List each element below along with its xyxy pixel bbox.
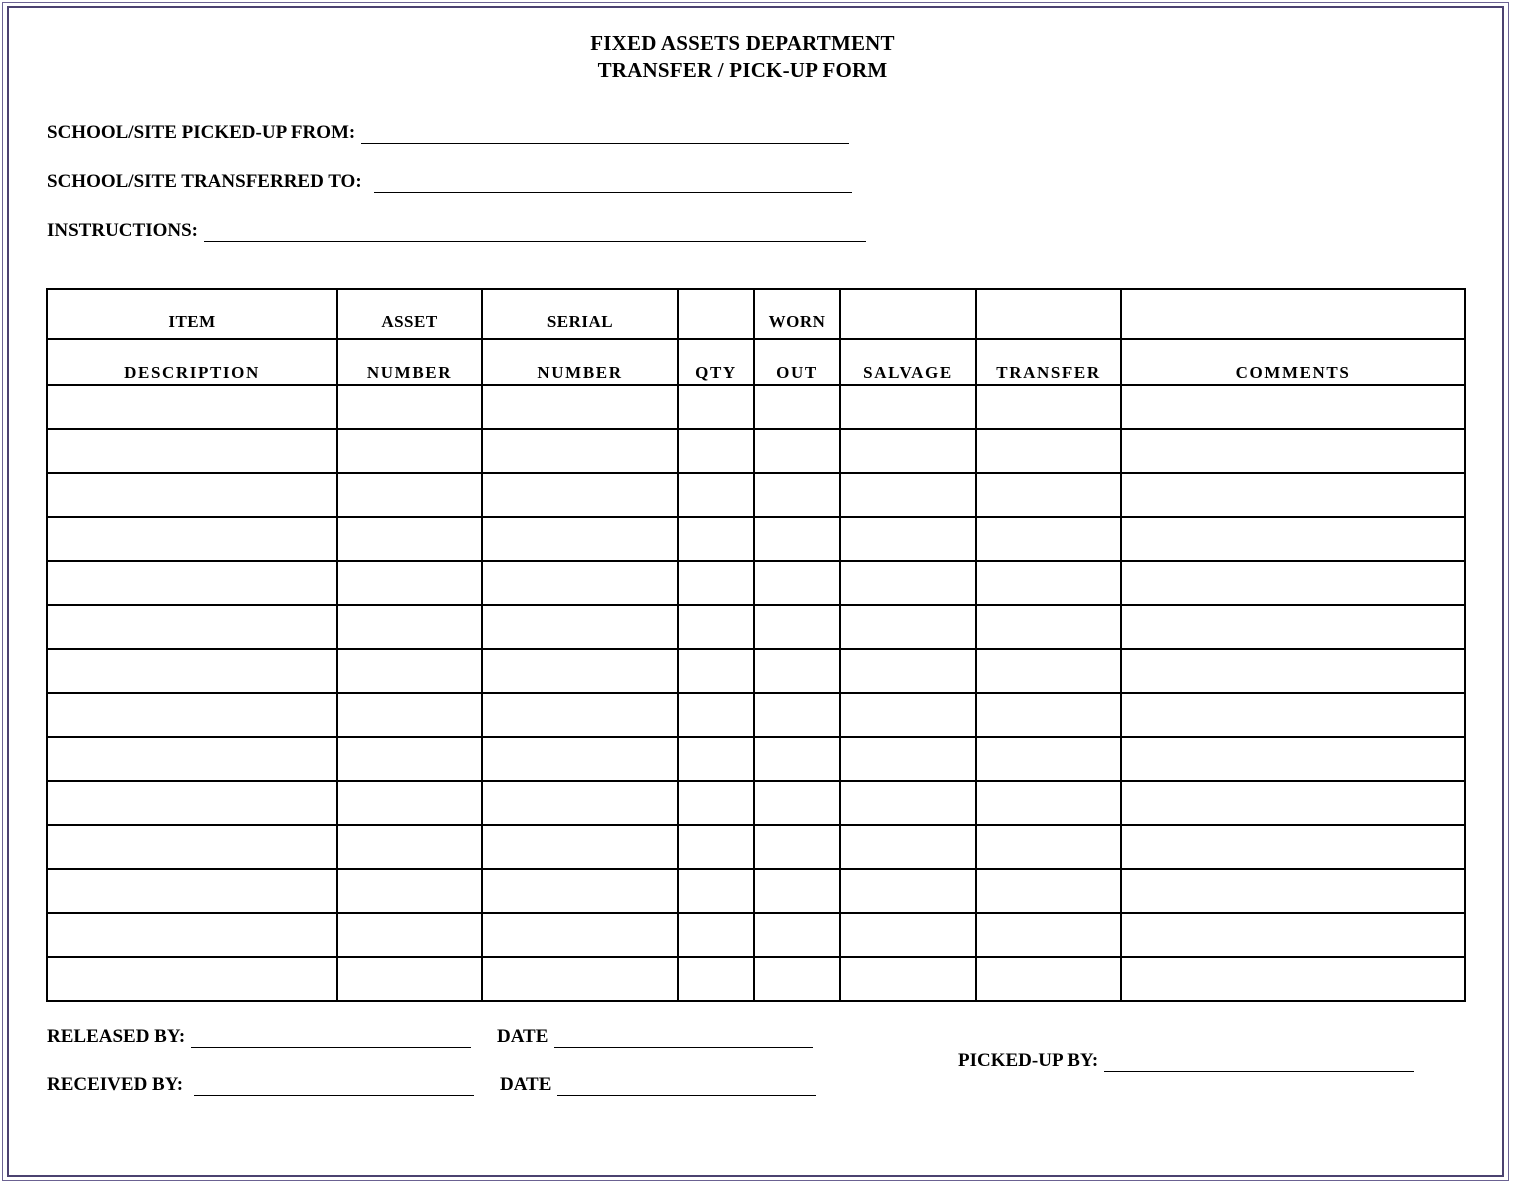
table-cell[interactable] <box>754 913 840 957</box>
table-body <box>47 385 1465 1001</box>
table-header-row-2 <box>47 339 1465 385</box>
release-date-label: DATE <box>497 1026 549 1047</box>
table-cell[interactable] <box>337 561 482 605</box>
col-header-serial-number: NUMBER <box>482 339 678 385</box>
table-cell[interactable] <box>976 869 1121 913</box>
table-cell[interactable] <box>337 605 482 649</box>
table-row <box>47 825 1465 869</box>
col-header-comments-top <box>1121 289 1465 339</box>
table-row <box>47 913 1465 957</box>
table-cell[interactable] <box>754 517 840 561</box>
table-cell[interactable] <box>1121 429 1465 473</box>
table-cell[interactable] <box>678 385 754 429</box>
table-cell[interactable] <box>1121 649 1465 693</box>
table-cell[interactable] <box>840 737 976 781</box>
table-cell[interactable] <box>482 429 678 473</box>
table-cell[interactable] <box>678 913 754 957</box>
col-header-qty-top <box>678 289 754 339</box>
table-cell[interactable] <box>840 561 976 605</box>
picked-up-by-line[interactable] <box>1104 1053 1414 1072</box>
table-cell[interactable] <box>840 649 976 693</box>
table-cell[interactable] <box>754 605 840 649</box>
col-header-worn: WORN <box>754 289 840 339</box>
table-cell[interactable] <box>337 693 482 737</box>
table-cell[interactable] <box>754 957 840 1001</box>
table-row <box>47 429 1465 473</box>
table-cell[interactable] <box>1121 913 1465 957</box>
table-cell[interactable] <box>976 913 1121 957</box>
table-cell[interactable] <box>482 869 678 913</box>
picked-up-from-line[interactable] <box>361 125 849 144</box>
table-cell[interactable] <box>47 957 337 1001</box>
table-cell[interactable] <box>976 957 1121 1001</box>
table-cell[interactable] <box>976 825 1121 869</box>
table-cell[interactable] <box>482 385 678 429</box>
table-cell[interactable] <box>754 385 840 429</box>
table-cell[interactable] <box>678 517 754 561</box>
table-cell[interactable] <box>47 737 337 781</box>
table-cell[interactable] <box>678 429 754 473</box>
table-cell[interactable] <box>1121 473 1465 517</box>
table-cell[interactable] <box>840 605 976 649</box>
transferred-to-line[interactable] <box>374 174 852 193</box>
table-cell[interactable] <box>840 913 976 957</box>
table-row <box>47 737 1465 781</box>
table-cell[interactable] <box>840 517 976 561</box>
col-header-salvage-top <box>840 289 976 339</box>
table-cell[interactable] <box>1121 561 1465 605</box>
table-cell[interactable] <box>754 561 840 605</box>
table-cell[interactable] <box>840 693 976 737</box>
table-cell[interactable] <box>482 649 678 693</box>
table-cell[interactable] <box>678 605 754 649</box>
table-cell[interactable] <box>976 693 1121 737</box>
table-cell[interactable] <box>47 385 337 429</box>
picked-up-by-label: PICKED-UP BY: <box>958 1050 1099 1071</box>
received-by-label: RECEIVED BY: <box>47 1074 184 1095</box>
table-cell[interactable] <box>1121 693 1465 737</box>
col-header-item: ITEM <box>47 289 337 339</box>
table-cell[interactable] <box>976 473 1121 517</box>
table-cell[interactable] <box>678 737 754 781</box>
table-cell[interactable] <box>678 473 754 517</box>
table-cell[interactable] <box>1121 385 1465 429</box>
table-cell[interactable] <box>1121 517 1465 561</box>
table-cell[interactable] <box>754 825 840 869</box>
table-cell[interactable] <box>754 649 840 693</box>
table-cell[interactable] <box>1121 781 1465 825</box>
received-by-line[interactable] <box>194 1077 474 1096</box>
col-header-transfer: TRANSFER <box>976 339 1121 385</box>
table-cell[interactable] <box>337 737 482 781</box>
table-cell[interactable] <box>678 957 754 1001</box>
col-header-serial: SERIAL <box>482 289 678 339</box>
table-cell[interactable] <box>47 429 337 473</box>
table-cell[interactable] <box>754 473 840 517</box>
col-header-out: OUT <box>754 339 840 385</box>
instructions-label: INSTRUCTIONS: <box>47 220 198 241</box>
released-by-label: RELEASED BY: <box>47 1026 186 1047</box>
table-cell[interactable] <box>976 781 1121 825</box>
table-cell[interactable] <box>482 517 678 561</box>
table-row <box>47 649 1465 693</box>
table-cell[interactable] <box>976 429 1121 473</box>
table-row <box>47 957 1465 1001</box>
table-cell[interactable] <box>840 385 976 429</box>
col-header-salvage: SALVAGE <box>840 339 976 385</box>
table-cell[interactable] <box>47 517 337 561</box>
table-cell[interactable] <box>1121 605 1465 649</box>
table-row <box>47 561 1465 605</box>
col-header-asset-number: NUMBER <box>337 339 482 385</box>
table-cell[interactable] <box>482 825 678 869</box>
table-cell[interactable] <box>337 649 482 693</box>
table-cell[interactable] <box>337 517 482 561</box>
table-cell[interactable] <box>47 825 337 869</box>
instructions-field <box>47 220 866 242</box>
table-cell[interactable] <box>337 825 482 869</box>
table-header-row-1 <box>47 289 1465 339</box>
table-row <box>47 869 1465 913</box>
table-cell[interactable] <box>754 693 840 737</box>
col-header-qty: QTY <box>678 339 754 385</box>
table-cell[interactable] <box>337 957 482 1001</box>
table-cell[interactable] <box>976 737 1121 781</box>
table-cell[interactable] <box>840 957 976 1001</box>
table-cell[interactable] <box>47 913 337 957</box>
col-header-transfer-top <box>976 289 1121 339</box>
table-cell[interactable] <box>482 693 678 737</box>
table-cell[interactable] <box>754 429 840 473</box>
form-title-name: TRANSFER / PICK-UP FORM <box>597 58 888 82</box>
form-title-department: FIXED ASSETS DEPARTMENT <box>590 31 895 55</box>
picked-up-from-field <box>47 122 849 144</box>
table-row <box>47 605 1465 649</box>
table-cell[interactable] <box>1121 737 1465 781</box>
table-row <box>47 385 1465 429</box>
table-cell[interactable] <box>678 869 754 913</box>
table-cell[interactable] <box>47 781 337 825</box>
picked-up-by-field <box>958 1050 1414 1072</box>
transferred-to-field <box>47 171 852 193</box>
table-cell[interactable] <box>678 781 754 825</box>
release-date-field <box>497 1026 813 1048</box>
table-cell[interactable] <box>976 649 1121 693</box>
table-row <box>47 473 1465 517</box>
released-by-field <box>47 1026 471 1048</box>
transferred-to-label: SCHOOL/SITE TRANSFERRED TO: <box>47 171 362 192</box>
table-cell[interactable] <box>47 649 337 693</box>
table-cell[interactable] <box>47 693 337 737</box>
receive-date-field <box>500 1074 816 1096</box>
table-cell[interactable] <box>678 693 754 737</box>
table-cell[interactable] <box>840 473 976 517</box>
released-by-line[interactable] <box>191 1029 471 1048</box>
table-cell[interactable] <box>47 473 337 517</box>
received-by-field <box>47 1074 474 1096</box>
table-cell[interactable] <box>840 429 976 473</box>
table-cell[interactable] <box>482 781 678 825</box>
table-row <box>47 693 1465 737</box>
col-header-comments: COMMENTS <box>1121 339 1465 385</box>
table-cell[interactable] <box>840 825 976 869</box>
table-cell[interactable] <box>754 869 840 913</box>
table-cell[interactable] <box>47 605 337 649</box>
table-cell[interactable] <box>482 913 678 957</box>
table-cell[interactable] <box>337 869 482 913</box>
col-header-description: DESCRIPTION <box>47 339 337 385</box>
table-cell[interactable] <box>337 781 482 825</box>
table-cell[interactable] <box>678 825 754 869</box>
picked-up-from-label: SCHOOL/SITE PICKED-UP FROM: <box>47 122 356 143</box>
table-cell[interactable] <box>840 781 976 825</box>
table-row <box>47 781 1465 825</box>
table-cell[interactable] <box>482 561 678 605</box>
table-cell[interactable] <box>482 605 678 649</box>
table-cell[interactable] <box>337 473 482 517</box>
release-date-line[interactable] <box>554 1029 813 1048</box>
table-cell[interactable] <box>482 957 678 1001</box>
receive-date-line[interactable] <box>557 1077 816 1096</box>
table-cell[interactable] <box>1121 825 1465 869</box>
table-cell[interactable] <box>482 473 678 517</box>
table-cell[interactable] <box>840 869 976 913</box>
receive-date-label: DATE <box>500 1074 552 1095</box>
col-header-asset: ASSET <box>337 289 482 339</box>
table-cell[interactable] <box>754 781 840 825</box>
table-cell[interactable] <box>482 737 678 781</box>
table-cell[interactable] <box>337 913 482 957</box>
table-cell[interactable] <box>1121 957 1465 1001</box>
table-cell[interactable] <box>337 429 482 473</box>
table-cell[interactable] <box>754 737 840 781</box>
table-cell[interactable] <box>47 561 337 605</box>
table-cell[interactable] <box>976 561 1121 605</box>
table-cell[interactable] <box>976 517 1121 561</box>
instructions-line[interactable] <box>204 223 866 242</box>
table-cell[interactable] <box>678 649 754 693</box>
table-cell[interactable] <box>337 385 482 429</box>
table-cell[interactable] <box>1121 869 1465 913</box>
asset-table <box>46 288 1466 1002</box>
table-cell[interactable] <box>47 869 337 913</box>
table-cell[interactable] <box>976 605 1121 649</box>
table-row <box>47 517 1465 561</box>
table-cell[interactable] <box>678 561 754 605</box>
table-cell[interactable] <box>976 385 1121 429</box>
